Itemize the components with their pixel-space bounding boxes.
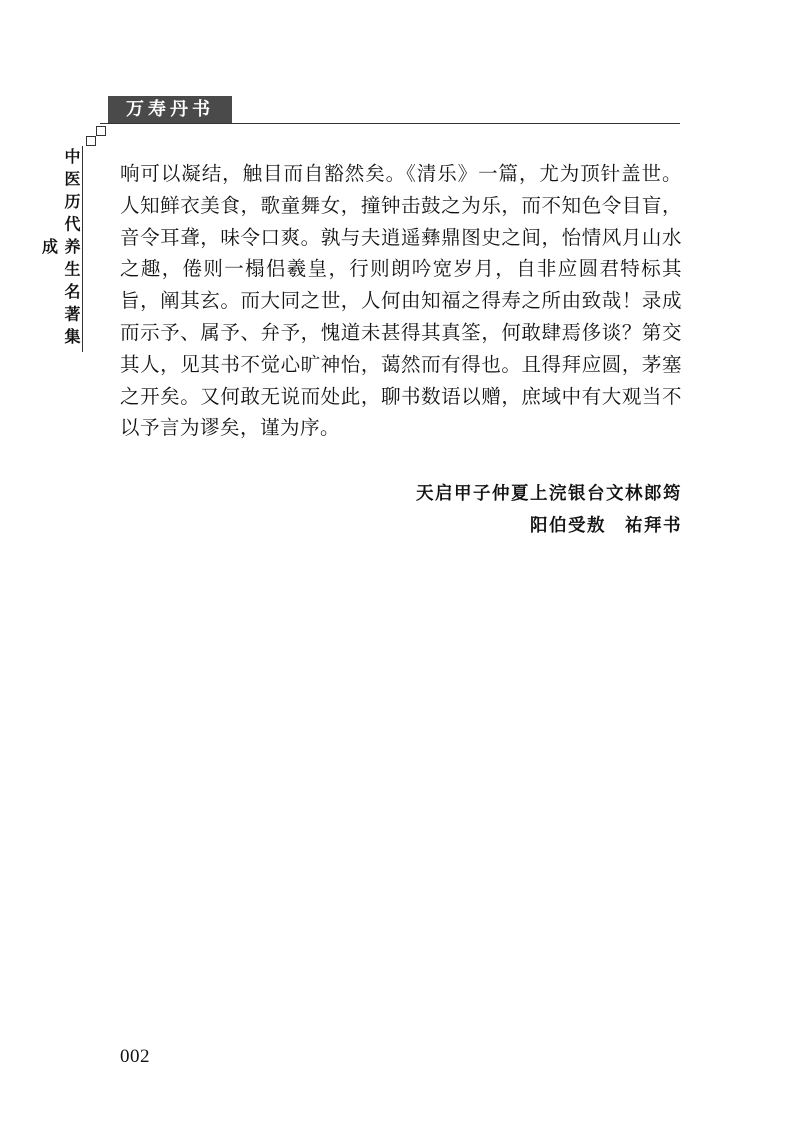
margin-rule (82, 146, 83, 352)
signature-line: 天启甲子仲夏上浣银台文林郎筠 (416, 484, 682, 504)
decorative-square (86, 136, 96, 146)
header-rule (100, 123, 680, 124)
page-number: 002 (120, 1046, 150, 1067)
signature-block (416, 478, 682, 542)
preface-body-text: 响可以凝结，触目而自豁然矣。《清乐》一篇，尤为顶针盖世。人知鲜衣美食，歌童舞女，撞钟击鼓之为乐，而不知色令目盲，音令耳聋，味令口爽。孰与夫逍遥彝鼎图史之间，怡情风月山水之趣，倦则一榻侣羲皇，行则朗吟宽岁月，自非应圆君特标其旨，阐其玄。而大同之世，人何由知福之得寿之所由致哉！录成而示予、属予、弁予，愧道未甚得其真筌，何敢肆焉侈谈？第交其人，见其书不觉心旷神怡，蔼然而有得也。且得拜应圆，茅塞之开矣。又何敢无说而处此，聊书数语以赠，庶域中有大观当不以予言为谬矣，谨为序。 (120, 162, 682, 440)
book-title: 万寿丹书 (108, 96, 232, 124)
decorative-square (96, 126, 106, 136)
series-title: 中医历代养生名著集成 (39, 147, 81, 351)
signature-line: 阳伯受敖 祐拜书 (530, 516, 682, 536)
